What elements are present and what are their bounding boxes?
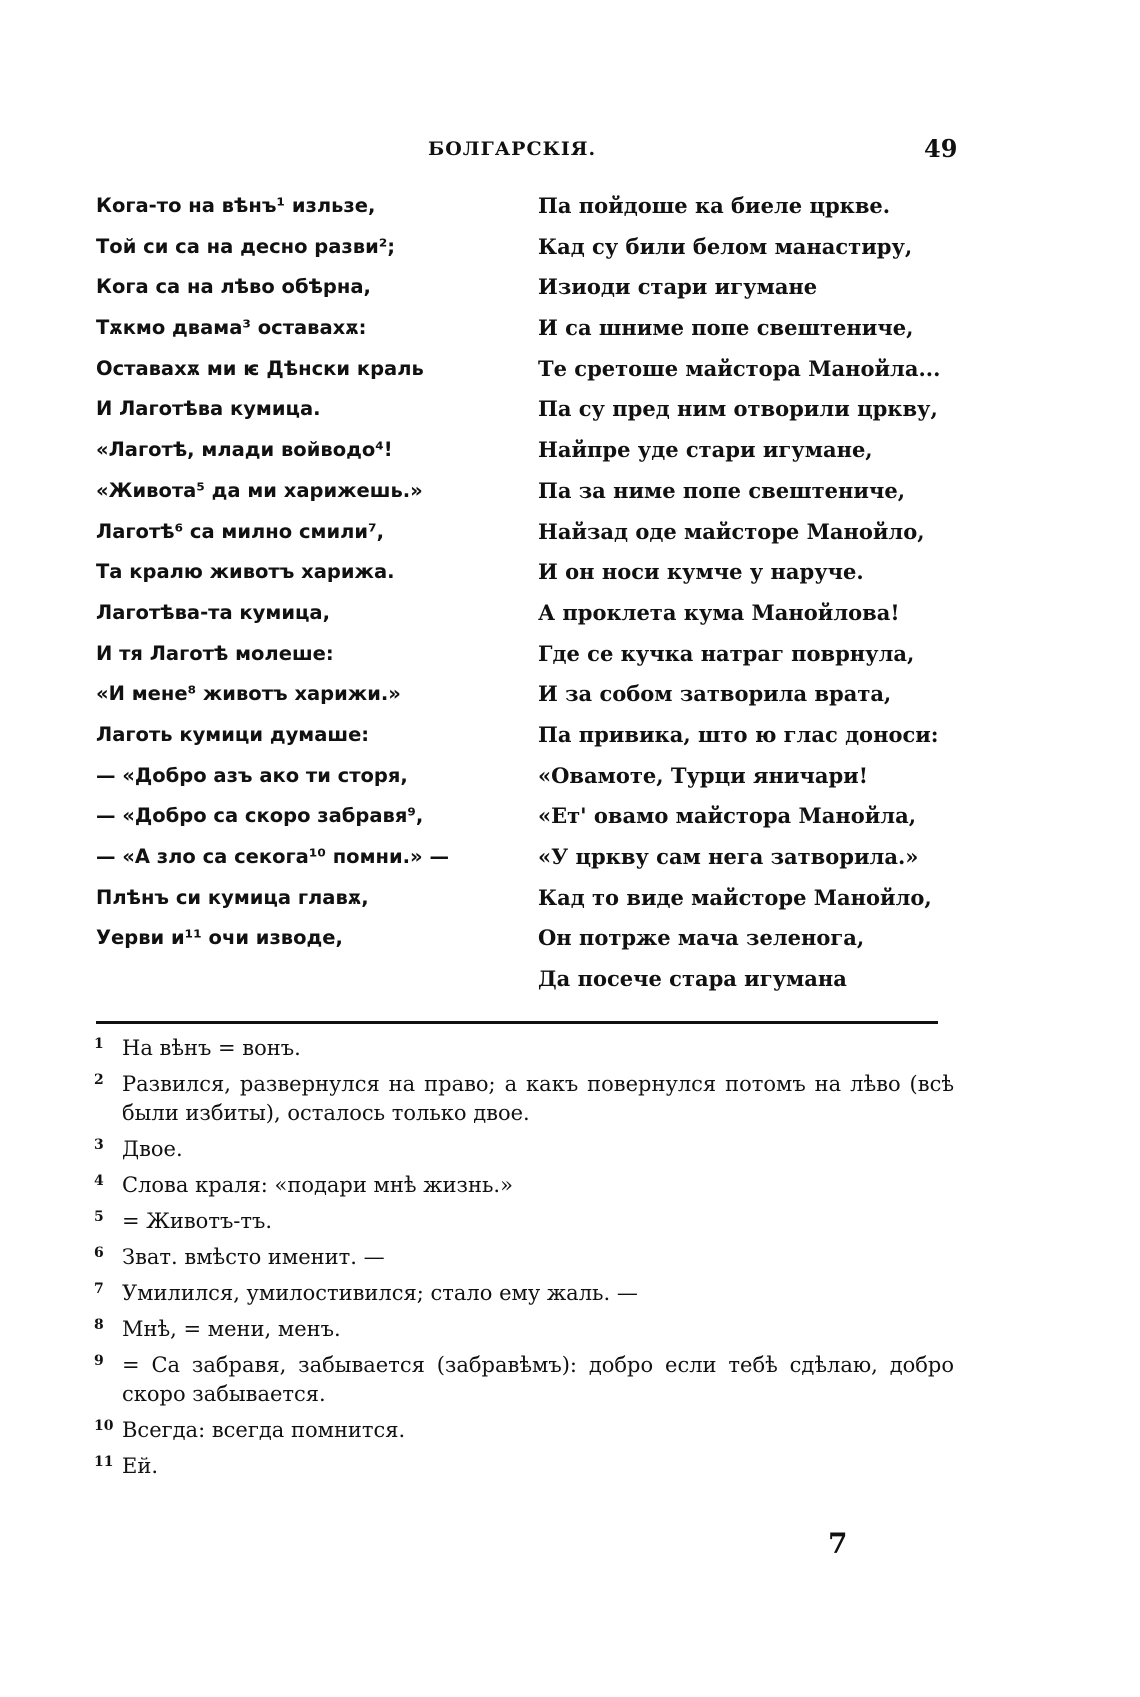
footnotes <box>94 1034 954 1488</box>
footnote-number: 2 <box>94 1072 104 1088</box>
page-number: 49 <box>924 134 958 163</box>
footnote-divider <box>96 1021 938 1024</box>
footnote-text: Ей. <box>122 1454 159 1478</box>
verse-line: Оставахѫ ми ѥ Дѣнски краль <box>96 356 424 380</box>
footnote-number: 5 <box>94 1209 104 1225</box>
footnote <box>94 1171 954 1200</box>
verse-line: И тя Лаготѣ молеше: <box>96 641 334 665</box>
footnote-number: 1 <box>94 1036 104 1052</box>
footnote-number: 7 <box>94 1281 104 1297</box>
running-title: БОЛГАРСКІЯ. <box>428 138 597 160</box>
footnote-text: Мнѣ, = мени, менъ. <box>122 1317 341 1341</box>
footnote-text: Слова краля: «подари мнѣ жизнь.» <box>122 1173 513 1197</box>
verse-line: Па за ниме попе свештениче, <box>538 477 906 503</box>
verse-line: Кад су били белом манастиру, <box>538 233 913 259</box>
footnote <box>94 1279 954 1308</box>
footnote-text: Умилился, умилостивился; стало ему жаль. — <box>122 1281 638 1305</box>
verse-line: «Овамоте, Турци яничари! <box>538 762 868 788</box>
verse-line: Уерви и¹¹ очи изводе, <box>96 926 343 950</box>
verse-line: А проклета кума Манойлова! <box>538 599 900 625</box>
footnote-number: 10 <box>94 1418 114 1434</box>
verse-line: — «Добро азъ ако ти сторя, <box>96 763 408 787</box>
verse-line: Он потрже мача зеленога, <box>538 925 865 951</box>
footnote <box>94 1452 954 1481</box>
footnote-text: = Животъ-тъ. <box>122 1209 273 1233</box>
verse-line: Где се кучка натраг повpнула, <box>538 640 915 666</box>
footnote-number: 6 <box>94 1245 104 1261</box>
running-head <box>0 134 1140 172</box>
verse-line: Лаготѣва-та кумица, <box>96 600 330 624</box>
footnote-text: Зват. вмѣсто именит. — <box>122 1245 385 1269</box>
verse-line: И за собом затворила врата, <box>538 681 892 707</box>
footnote-number: 4 <box>94 1173 104 1189</box>
verse-line: И Лаготѣва кумица. <box>96 397 321 421</box>
footnote-number: 3 <box>94 1137 104 1153</box>
verse-line: Па привика, што ю глас доноси: <box>538 721 939 747</box>
verse-line: «И мене⁸ животъ харижи.» <box>96 682 401 706</box>
verse-line: Да посече стара игумана <box>538 966 847 992</box>
verse-line: Та кралю животъ харижа. <box>96 560 395 584</box>
verse-line: Лаготь кумици думаше: <box>96 722 370 746</box>
verse-line: «Ет' овамо майстора Манойла, <box>538 803 917 829</box>
footnote-text: Двое. <box>122 1137 183 1161</box>
verse-line: Кад то виде майсторе Манойло, <box>538 884 932 910</box>
footnote-number: 9 <box>94 1353 104 1369</box>
footnote-text: Развился, развернулся на право; а какъ повернулся потомъ на лѣво (всѣ были избиты), осталось только двое. <box>122 1072 954 1125</box>
verse-line: «У цркву сам нега затворила.» <box>538 844 919 869</box>
verse-line: Плѣнъ си кумица главѫ, <box>96 885 369 909</box>
verse-line: «Живота⁵ да ми харижешь.» <box>96 478 423 502</box>
footnote <box>94 1207 954 1236</box>
verse-line: Па су пред ним отворили цркву, <box>538 396 938 422</box>
footnote <box>94 1416 954 1445</box>
poem-right-column <box>538 186 958 1000</box>
footnote <box>94 1243 954 1272</box>
verse-line: «Лаготѣ, млади войводо⁴! <box>96 438 393 462</box>
footnote-number: 11 <box>94 1454 114 1470</box>
verse-line: Той си са на десно разви²; <box>96 234 396 258</box>
verse-line: Найпре уде стари игумане, <box>538 437 873 463</box>
footnote-number: 8 <box>94 1317 104 1333</box>
verse-line: Па пойдоше ка биеле цркве. <box>538 193 891 218</box>
footnote <box>94 1351 954 1409</box>
poem-left-column <box>96 186 516 959</box>
footnote-text: = Са забравя, забывается (забравѣмъ): добро если тебѣ сдѣлаю, добро скоро забывается. <box>122 1353 954 1406</box>
verse-line: Найзад оде майсторе Манойло, <box>538 518 925 544</box>
verse-line: Кога-то на вѣнъ¹ изльзе, <box>96 194 376 217</box>
verse-line: И он носи кумче у наруче. <box>538 559 864 585</box>
signature-mark: 7 <box>828 1527 848 1560</box>
verse-line: — «Добро са скоро забравя⁹, <box>96 804 424 828</box>
verse-line: Кога са на лѣво обѣрна, <box>96 275 371 299</box>
verse-line: Лаготѣ⁶ са милно смили⁷, <box>96 519 385 543</box>
footnote-text: На вѣнъ = вонъ. <box>122 1036 301 1060</box>
footnote <box>94 1034 954 1063</box>
verse-line: Тѫкмо двама³ оставахѫ: <box>96 316 367 340</box>
verse-line: — «А зло са секога¹⁰ помни.» — <box>96 845 449 868</box>
verse-line: И са шниме попе свештениче, <box>538 315 914 341</box>
footnote-text: Всегда: всегда помнится. <box>122 1418 406 1442</box>
footnote <box>94 1070 954 1128</box>
footnote <box>94 1135 954 1164</box>
verse-line: Те сретоше майстора Манойла... <box>538 355 941 381</box>
footnote <box>94 1315 954 1344</box>
verse-line: Изиоди стари игумане <box>538 274 818 300</box>
